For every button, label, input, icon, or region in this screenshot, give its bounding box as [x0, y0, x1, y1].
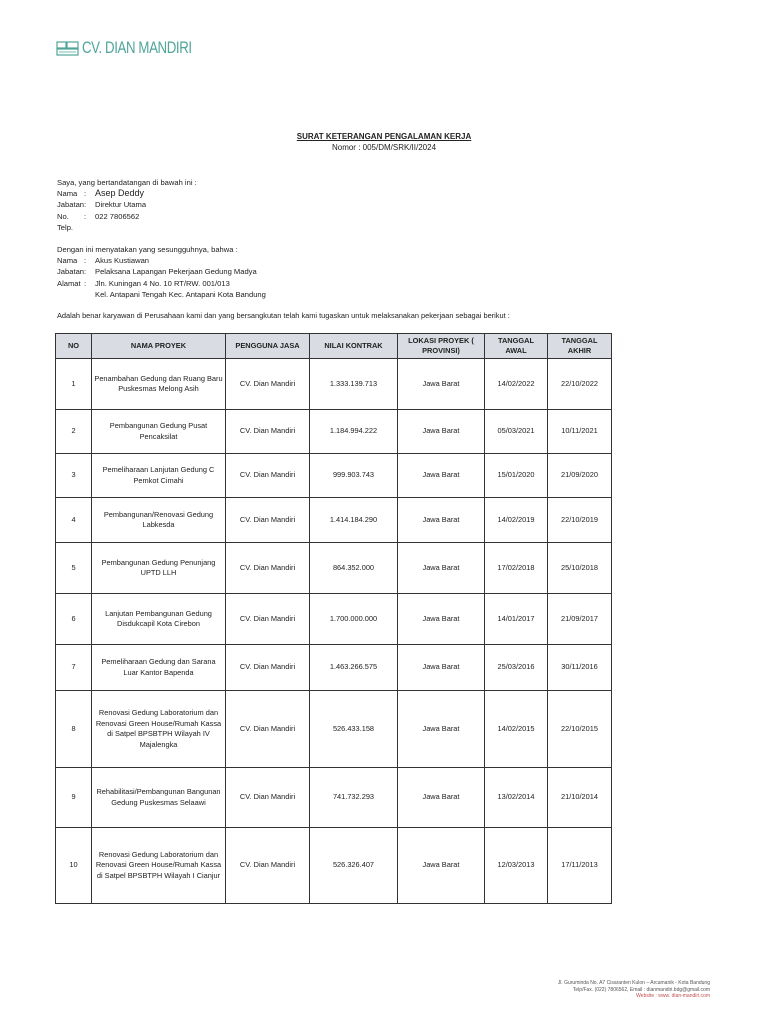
header-service-user: PENGGUNA JASA [226, 334, 310, 359]
letterhead-footer [558, 980, 710, 1000]
project-location: Jawa Barat [398, 498, 485, 543]
project-name: Pembangunan/Renovasi Gedung Labkesda [92, 498, 226, 543]
table-row [56, 691, 612, 768]
signer-phone-row: No. Telp. : 022 7806562 [57, 211, 140, 232]
table-row [56, 410, 612, 454]
row-number: 1 [56, 359, 92, 410]
table-row [56, 768, 612, 828]
contract-value: 864.352.000 [310, 543, 398, 594]
project-location: Jawa Barat [398, 594, 485, 645]
end-date: 21/09/2020 [548, 454, 612, 498]
start-date: 05/03/2021 [485, 410, 548, 454]
service-user: CV. Dian Mandiri [226, 645, 310, 691]
employee-name: Akus Kustiawan [95, 256, 150, 266]
start-date: 13/02/2014 [485, 768, 548, 828]
end-date: 22/10/2019 [548, 498, 612, 543]
row-number: 10 [56, 828, 92, 904]
end-date: 21/10/2014 [548, 768, 612, 828]
service-user: CV. Dian Mandiri [226, 498, 310, 543]
header-location: LOKASI PROYEK ( PROVINSI) [398, 334, 485, 359]
field-label: No. Telp. [57, 211, 74, 232]
row-number: 2 [56, 410, 92, 454]
contract-value: 1.333.139.713 [310, 359, 398, 410]
service-user: CV. Dian Mandiri [226, 359, 310, 410]
header-start-date: TANGGAL AWAL [485, 334, 548, 359]
start-date: 25/03/2016 [485, 645, 548, 691]
end-date: 10/11/2021 [548, 410, 612, 454]
project-name: Renovasi Gedung Laboratorium dan Renovasi Green House/Rumah Kassa di Satpel BPSBTPH Wilayah IV Majalengka [92, 691, 226, 768]
contract-value: 999.903.743 [310, 454, 398, 498]
table-row [56, 828, 612, 904]
signer-name-row: Nama : Asep Deddy [57, 188, 145, 199]
service-user: CV. Dian Mandiri [226, 768, 310, 828]
document-header [0, 131, 768, 153]
field-label: Nama [57, 256, 78, 266]
end-date: 21/09/2017 [548, 594, 612, 645]
start-date: 14/02/2015 [485, 691, 548, 768]
start-date: 14/02/2022 [485, 359, 548, 410]
project-location: Jawa Barat [398, 410, 485, 454]
header-end-date: TANGGAL AKHIR [548, 334, 612, 359]
footer-contact: Telp/Fax. (022) 7806562, Email : dianmandiri.bdg@gmail.com [572, 986, 710, 993]
table-row [56, 359, 612, 410]
field-label: Jabatan [57, 200, 85, 210]
contract-value: 1.414.184.290 [310, 498, 398, 543]
service-user: CV. Dian Mandiri [226, 691, 310, 768]
employee-position-row: Jabatan : Pelaksana Lapangan Pekerjaan Gedung Madya [57, 267, 257, 277]
signer-name: Asep Deddy [95, 188, 145, 199]
header-project-name: NAMA PROYEK [92, 334, 226, 359]
project-location: Jawa Barat [398, 359, 485, 410]
parties-section [57, 177, 617, 300]
project-name: Pemeliharaan Gedung dan Sarana Luar Kantor Bapenda [92, 645, 226, 691]
end-date: 22/10/2015 [548, 691, 612, 768]
project-name: Lanjutan Pembangunan Gedung Disdukcapil Kota Cirebon [92, 594, 226, 645]
row-number: 3 [56, 454, 92, 498]
table-row [56, 543, 612, 594]
service-user: CV. Dian Mandiri [226, 454, 310, 498]
project-location: Jawa Barat [398, 543, 485, 594]
project-location: Jawa Barat [398, 768, 485, 828]
building-logo-icon [56, 39, 80, 57]
contract-value: 1.184.994.222 [310, 410, 398, 454]
field-label: Nama [57, 189, 78, 199]
signer-intro: Saya, yang bertandatangan di bawah ini : [57, 178, 197, 187]
header-no: NO [56, 334, 92, 359]
start-date: 12/03/2013 [485, 828, 548, 904]
row-number: 9 [56, 768, 92, 828]
document-number: Nomor : 005/DM/SRK/II/2024 [331, 143, 437, 152]
table-row [56, 454, 612, 498]
service-user: CV. Dian Mandiri [226, 594, 310, 645]
start-date: 14/01/2017 [485, 594, 548, 645]
company-name-logo: CV. DIAN MANDIRI [82, 38, 192, 57]
project-name: Renovasi Gedung Laboratorium dan Renovasi Green House/Rumah Kassa di Satpel BPSBTPH Wilayah I Cianjur [92, 828, 226, 904]
signer-phone: 022 7806562 [95, 211, 140, 221]
employee-position: Pelaksana Lapangan Pekerjaan Gedung Madya [95, 267, 257, 277]
row-number: 4 [56, 498, 92, 543]
document-title: SURAT KETERANGAN PENGALAMAN KERJA [296, 132, 472, 141]
row-number: 5 [56, 543, 92, 594]
project-location: Jawa Barat [398, 645, 485, 691]
footer-website: Website : www. dian-mandiri.com [636, 993, 710, 999]
row-number: 6 [56, 594, 92, 645]
header-contract-value: NILAI KONTRAK [310, 334, 398, 359]
project-location: Jawa Barat [398, 454, 485, 498]
contract-value: 741.732.293 [310, 768, 398, 828]
project-name: Pemeliharaan Lanjutan Gedung C Pemkot Cimahi [92, 454, 226, 498]
row-number: 7 [56, 645, 92, 691]
end-date: 17/11/2013 [548, 828, 612, 904]
end-date: 30/11/2016 [548, 645, 612, 691]
contract-value: 1.463.266.575 [310, 645, 398, 691]
service-user: CV. Dian Mandiri [226, 410, 310, 454]
project-name: Pembangunan Gedung Pusat Pencaksilat [92, 410, 226, 454]
end-date: 25/10/2018 [548, 543, 612, 594]
project-location: Jawa Barat [398, 691, 485, 768]
table-row [56, 645, 612, 691]
table-row [56, 498, 612, 543]
table-header-row [56, 334, 612, 359]
project-name: Rehabilitasi/Pembangunan Bangunan Gedung Puskesmas Selaawi [92, 768, 226, 828]
table-row [56, 594, 612, 645]
start-date: 15/01/2020 [485, 454, 548, 498]
service-user: CV. Dian Mandiri [226, 828, 310, 904]
employee-intro: Dengan ini menyatakan yang sesungguhnya, bahwa : [57, 245, 238, 255]
contract-value: 526.433.158 [310, 691, 398, 768]
field-label: Jabatan [57, 267, 85, 277]
project-name: Pembangunan Gedung Penunjang UPTD LLH [92, 543, 226, 594]
row-number: 8 [56, 691, 92, 768]
project-name: Penambahan Gedung dan Ruang Baru Puskesmas Melong Asih [92, 359, 226, 410]
start-date: 17/02/2018 [485, 543, 548, 594]
field-label: Alamat [57, 278, 81, 288]
project-location: Jawa Barat [398, 828, 485, 904]
footer-address: Jl. Guruminda No. A7 Cisaranten Kulon – Arcamanik - Kota Bandung [557, 980, 710, 986]
employee-address: Jln. Kuningan 4 No. 10 RT/RW. 001/013 [95, 278, 230, 288]
employee-address-row: Alamat : Jln. Kuningan 4 No. 10 RT/RW. 001/013 [57, 278, 230, 288]
company-logo [56, 36, 223, 60]
end-date: 22/10/2022 [548, 359, 612, 410]
service-user: CV. Dian Mandiri [226, 543, 310, 594]
signer-position-row: Jabatan : Direktur Utama [57, 200, 147, 210]
signer-position: Direktur Utama [95, 200, 147, 210]
project-experience-table [55, 333, 612, 904]
contract-value: 526.326.407 [310, 828, 398, 904]
employee-address-line2: Kel. Antapani Tengah Kec. Antapani Kota Bandung [95, 289, 266, 299]
statement-text: Adalah benar karyawan di Perusahaan kami dan yang bersangkutan telah kami tugaskan untuk melaksanakan pekerjaan sebagai berikut : [57, 311, 510, 320]
contract-value: 1.700.000.000 [310, 594, 398, 645]
start-date: 14/02/2019 [485, 498, 548, 543]
employee-name-row: Nama : Akus Kustiawan [57, 256, 150, 266]
